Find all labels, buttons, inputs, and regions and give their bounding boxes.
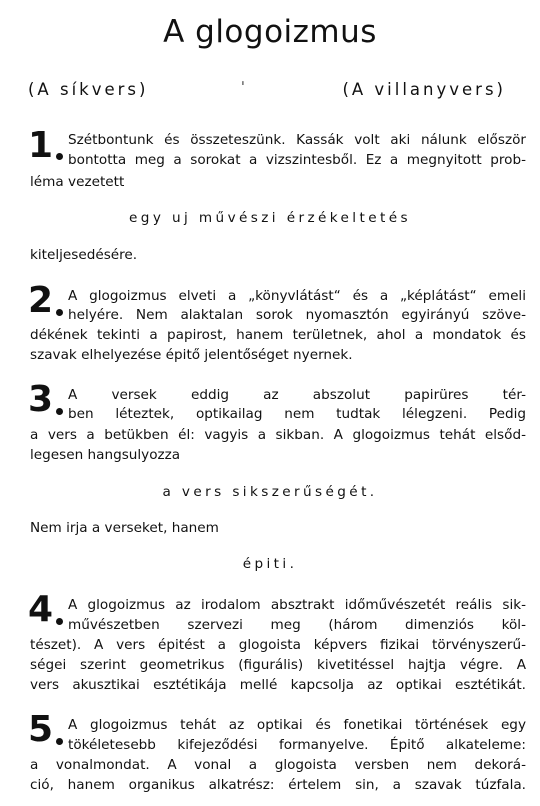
section-2-line-1: A glogoizmus elveti a „könyvlátást“ és a „képlátást“ emeli: [68, 288, 526, 304]
section-2-line-3: dékének tekinti a papirost, hanem területnek, ahol a mondatok és: [30, 327, 526, 343]
section-dot-5: [56, 738, 63, 745]
section-5-line-3: a vonalmondat. A vonal a glogoista versben nem dekorá-: [30, 757, 526, 773]
tick-mark: ˈ: [241, 80, 245, 96]
section-3-center-2: épiti.: [242, 556, 298, 572]
section-5-line-1: A glogoizmus tehát az optikai és fonetikai történések egy: [68, 717, 526, 733]
section-dot-4: [56, 618, 63, 625]
section-3-line-1: A versek eddig az abszolut papirüres tér-: [68, 387, 526, 403]
section-1-line-2: bontotta meg a sorokat a vizszintesből. Ez a megnyitott prob-: [68, 152, 526, 168]
section-4-line-3: tészet). A vers épitést a glogoista képvers fizikai törvényszerű-: [30, 637, 526, 653]
section-number-1: 1: [28, 125, 54, 166]
section-2-line-2: helyére. Nem alaktalan sorok nyomasztón egyirányú szöve-: [68, 307, 526, 323]
section-5-line-2: tökéletesebb kifejeződési formanyelve. Épitő alkateleme:: [68, 737, 526, 753]
page-title: A glogoizmus: [163, 14, 377, 50]
section-2-line-4: szavak elhelyezése épitő jelentőséget nyernek.: [30, 347, 353, 363]
section-1-line-3: léma vezetett: [30, 174, 125, 190]
section-dot-2: [56, 309, 63, 316]
subtitle-left: (A síkvers): [28, 80, 149, 99]
section-3-after: Nem irja a verseket, hanem: [30, 520, 219, 536]
section-number-4: 4: [28, 589, 54, 630]
subtitle-right: (A villanyvers): [342, 80, 506, 99]
section-1-line-1: Szétbontunk és összeteszünk. Kassák volt aki nálunk először: [68, 132, 526, 148]
section-4-line-2: művészetben szervezi meg (három dimenziós köl-: [68, 617, 526, 633]
section-1-center: egy uj művészi érzékeltetés: [129, 210, 411, 226]
section-number-3: 3: [28, 379, 54, 420]
section-number-2: 2: [28, 280, 54, 321]
section-3-center: a vers sikszerűségét.: [162, 484, 378, 500]
section-5-line-4: ció, hanem organikus alkatrész: értelem sin, a szavak túzfala.: [30, 777, 526, 793]
section-number-5: 5: [28, 709, 54, 750]
section-4-line-5: vers akusztikai esztétikája mellé kapcsolja az optikai esztétikát.: [30, 677, 526, 693]
section-4-line-1: A glogoizmus az irodalom absztrakt időművészetét reális sik-: [68, 597, 526, 613]
section-3-line-3: a vers a betükben él: vagyis a sikban. A glogoizmus tehát elsőd-: [30, 427, 526, 443]
section-1-after: kiteljesedésére.: [30, 247, 138, 263]
section-3-line-4: legesen hangsulyozza: [30, 447, 181, 463]
section-dot-3: [56, 408, 63, 415]
section-dot-1: [56, 153, 63, 160]
section-3-line-2: ben léteztek, optikailag nem tudtak lélegzeni. Pedig: [68, 406, 526, 422]
section-4-line-4: ségei szerint geometrikus (figurális) kivetitéssel hajtja végre. A: [30, 657, 526, 673]
